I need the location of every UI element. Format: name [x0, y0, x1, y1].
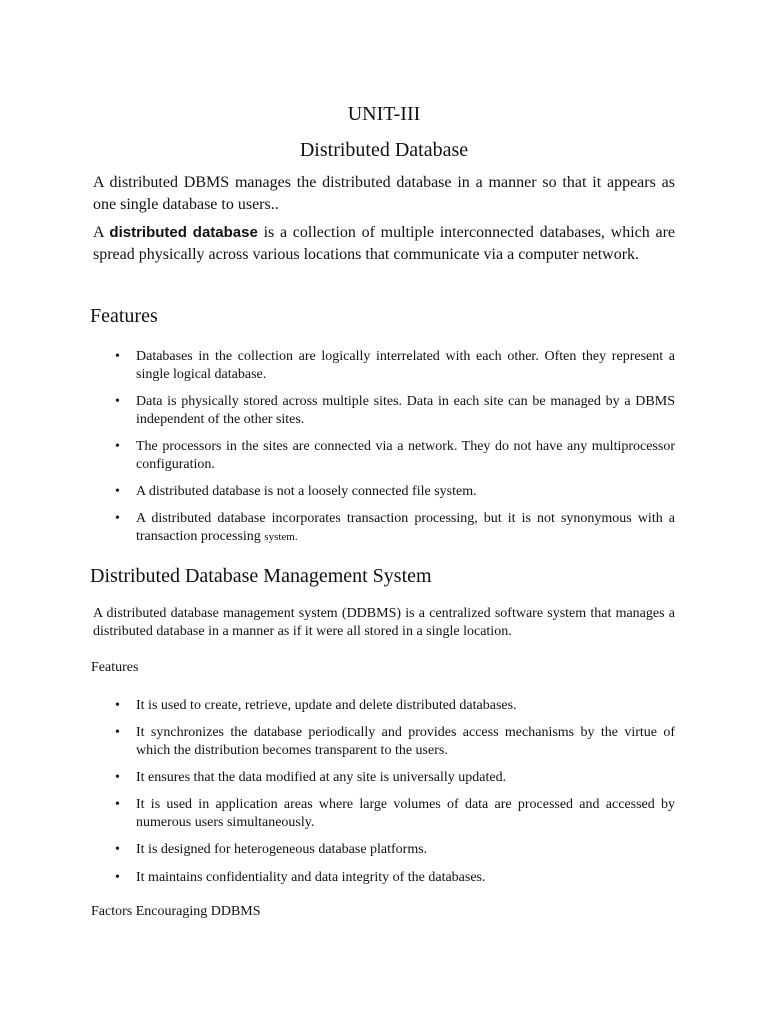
list-item-text: It is designed for heterogeneous database platforms.: [136, 842, 428, 857]
features-heading: Features: [90, 305, 158, 327]
list-item: [115, 483, 675, 501]
list-item: [115, 796, 675, 832]
list-item-text: The processors in the sites are connected via a network. They do not have any multiprocessor configuration.: [136, 439, 675, 472]
list-item-text: A distributed database is not a loosely connected file system.: [136, 484, 477, 499]
list-item: [115, 841, 675, 859]
ddbms-paragraph: A distributed database management system (DDBMS) is a centralized software system that manages a distributed database in a manner as if it were all stored in a single location.: [93, 606, 675, 639]
list-item: [115, 769, 675, 787]
bullet-icon: •: [115, 484, 120, 499]
list-item-text-main: A distributed database incorporates transaction processing, but it is not synonymous with a transaction processing: [136, 511, 675, 544]
bullet-icon: •: [115, 349, 120, 364]
list-item: [115, 697, 675, 715]
list-item: [115, 724, 675, 760]
intro-2-rest: is a collection of multiple interconnected databases, which are spread physically across various locations that communicate via a computer network.: [93, 224, 676, 263]
bullet-icon: •: [115, 797, 120, 812]
list-item-text: It is used in application areas where large volumes of data are processed and accessed by numerous users simultaneously.: [136, 797, 675, 830]
bullet-icon: •: [115, 842, 120, 857]
bullet-icon: •: [115, 870, 120, 885]
bullet-icon: •: [115, 439, 120, 454]
bullet-icon: •: [115, 511, 120, 526]
intro-2-bold-term: distributed database: [109, 224, 258, 241]
list-item-text: Data is physically stored across multiple sites. Data in each site can be managed by a DBMS independent of the other sites.: [136, 394, 675, 427]
list-item-text: It ensures that the data modified at any site is universally updated.: [136, 770, 507, 785]
list-item-text: [115, 510, 675, 546]
list-item-text: Databases in the collection are logically interrelated with each other. Often they represent a single logical database.: [136, 349, 675, 382]
unit-title: UNIT-III: [347, 103, 421, 125]
list-item-text: It is used to create, retrieve, update and delete distributed databases.: [136, 698, 517, 713]
list-item-text: It synchronizes the database periodically and provides access mechanisms by the virtue of which the distribution becomes transparent to the users.: [136, 725, 675, 758]
intro-paragraph-1: A distributed DBMS manages the distributed database in a manner so that it appears as one single database to users..: [93, 174, 675, 213]
factors-heading: Factors Encouraging DDBMS: [91, 904, 261, 919]
bullet-icon: •: [115, 698, 120, 713]
bullet-icon: •: [115, 770, 120, 785]
ddbms-features-heading: Features: [91, 660, 139, 675]
list-item-text-small: system.: [264, 531, 298, 543]
intro-paragraph-2: [93, 222, 675, 266]
page-title: Distributed Database: [299, 139, 469, 161]
ddbms-heading: Distributed Database Management System: [90, 565, 432, 587]
bullet-icon: •: [115, 725, 120, 740]
intro-2-prefix: A: [93, 224, 110, 241]
list-item: [115, 348, 675, 384]
list-item-text: It maintains confidentiality and data integrity of the databases.: [136, 870, 486, 885]
list-item: [115, 393, 675, 429]
list-item: [115, 438, 675, 474]
list-item: [115, 510, 675, 546]
list-item: [115, 869, 675, 887]
bullet-icon: •: [115, 394, 120, 409]
